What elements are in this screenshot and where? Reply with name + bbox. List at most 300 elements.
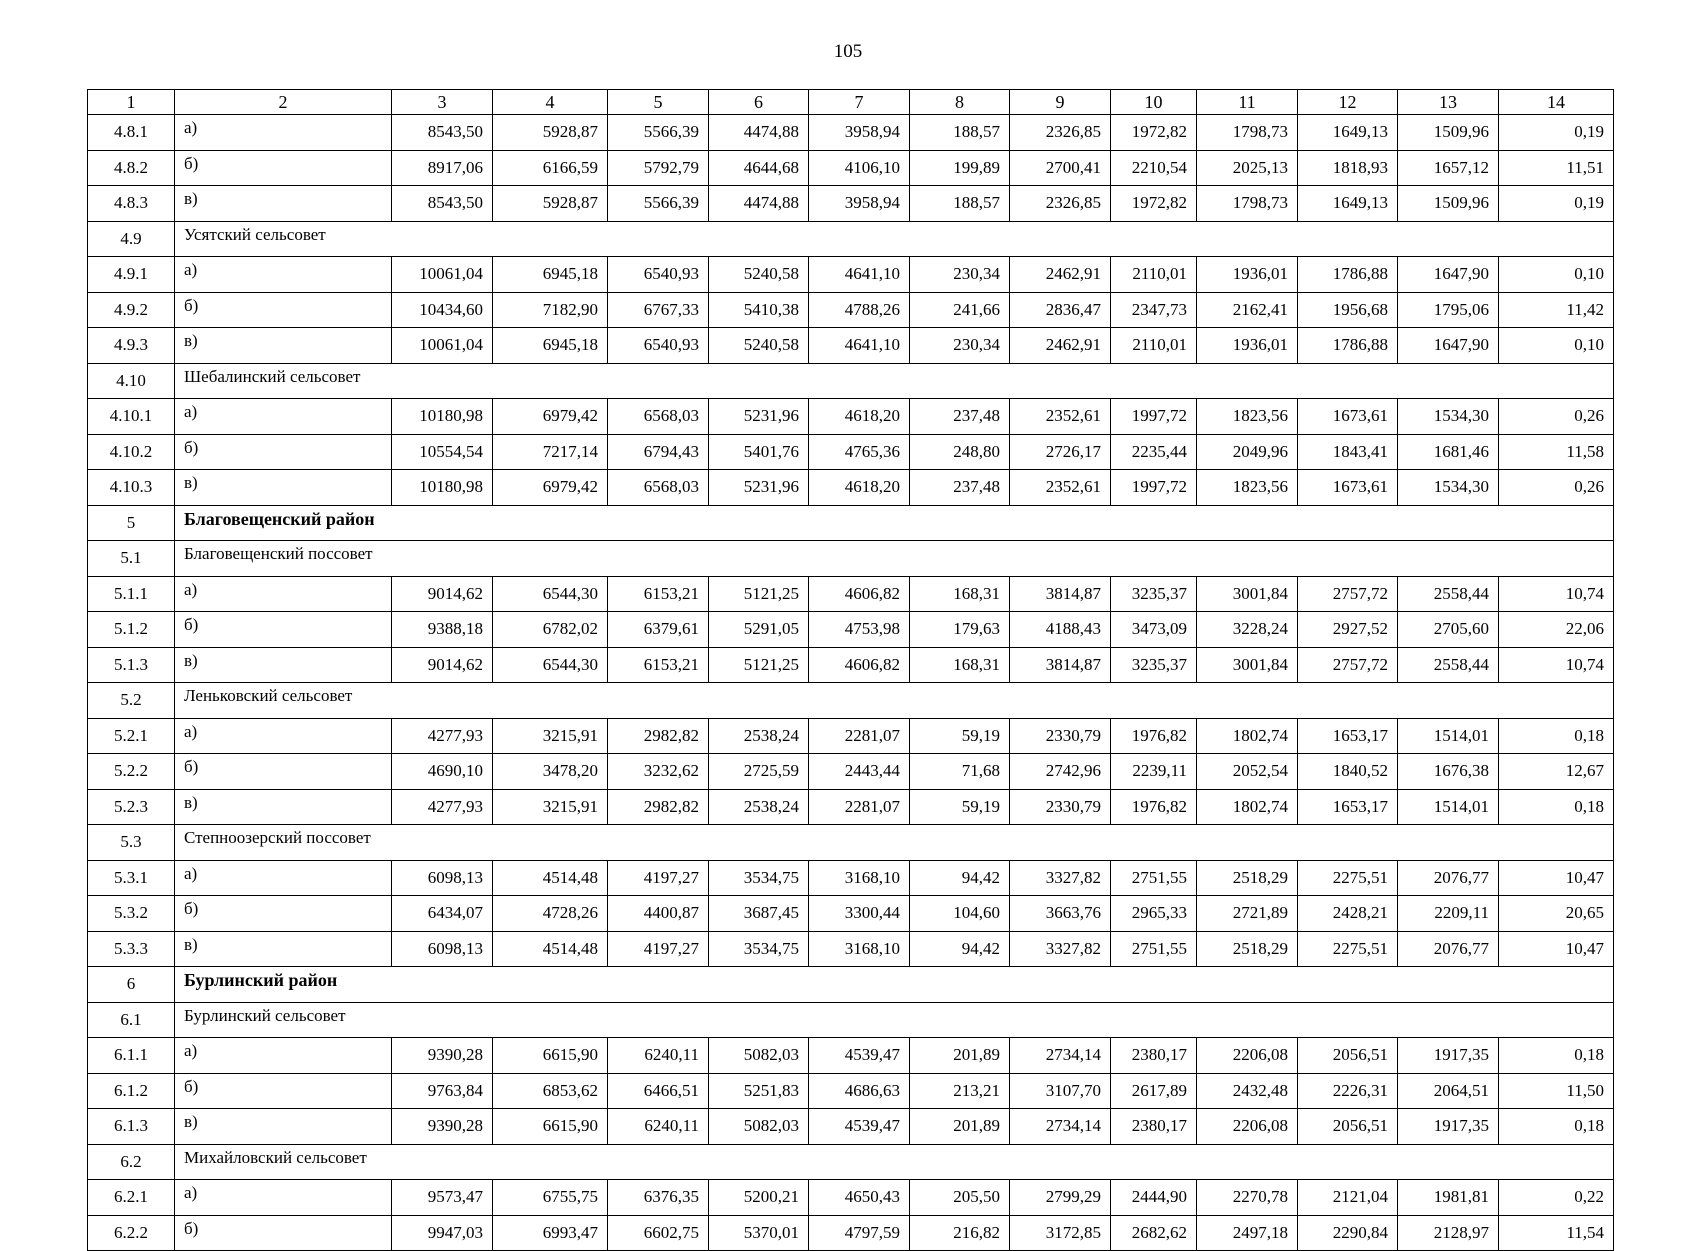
value-cell-col-8: 201,89 [910, 1109, 1010, 1145]
variant-label: а) [175, 1038, 392, 1074]
value-cell-col-10: 2235,44 [1111, 434, 1197, 470]
value-cell-col-5: 6794,43 [608, 434, 709, 470]
value-cell-col-14: 10,74 [1499, 647, 1614, 683]
value-cell-col-12: 1649,13 [1298, 186, 1398, 222]
value-cell-col-6: 5401,76 [709, 434, 809, 470]
variant-label: в) [175, 470, 392, 506]
value-cell-col-13: 2064,51 [1398, 1073, 1499, 1109]
value-cell-col-12: 2275,51 [1298, 860, 1398, 896]
value-cell-col-12: 2226,31 [1298, 1073, 1398, 1109]
value-cell-col-10: 2751,55 [1111, 931, 1197, 967]
table-row [88, 399, 1614, 435]
value-cell-col-10: 2110,01 [1111, 328, 1197, 364]
value-cell-col-4: 6544,30 [493, 647, 608, 683]
value-cell-col-13: 1676,38 [1398, 754, 1499, 790]
value-cell-col-11: 2162,41 [1197, 292, 1298, 328]
value-cell-col-14: 0,26 [1499, 399, 1614, 435]
row-number: 5.3 [88, 825, 175, 861]
row-number: 5.3.1 [88, 860, 175, 896]
value-cell-col-5: 4197,27 [608, 931, 709, 967]
value-cell-col-7: 2281,07 [809, 789, 910, 825]
value-cell-col-9: 3327,82 [1010, 931, 1111, 967]
value-cell-col-8: 205,50 [910, 1180, 1010, 1216]
value-cell-col-14: 22,06 [1499, 612, 1614, 648]
value-cell-col-14: 10,47 [1499, 931, 1614, 967]
value-cell-col-9: 2836,47 [1010, 292, 1111, 328]
value-cell-col-12: 1818,93 [1298, 150, 1398, 186]
value-cell-col-11: 2049,96 [1197, 434, 1298, 470]
value-cell-col-13: 1534,30 [1398, 399, 1499, 435]
value-cell-col-8: 59,19 [910, 718, 1010, 754]
value-cell-col-8: 94,42 [910, 860, 1010, 896]
variant-label: в) [175, 1109, 392, 1145]
value-cell-col-13: 2209,11 [1398, 896, 1499, 932]
value-cell-col-6: 5121,25 [709, 576, 809, 612]
value-cell-col-10: 2210,54 [1111, 150, 1197, 186]
row-number: 6.2 [88, 1144, 175, 1180]
value-cell-col-3: 4277,93 [392, 718, 493, 754]
value-cell-col-7: 4788,26 [809, 292, 910, 328]
header-cell-4: 4 [493, 90, 608, 115]
variant-label: б) [175, 612, 392, 648]
value-cell-col-7: 4106,10 [809, 150, 910, 186]
header-cell-3: 3 [392, 90, 493, 115]
row-number: 6 [88, 967, 175, 1003]
value-cell-col-4: 7182,90 [493, 292, 608, 328]
value-cell-col-13: 2076,77 [1398, 860, 1499, 896]
variant-label: а) [175, 576, 392, 612]
row-number: 4.9.2 [88, 292, 175, 328]
table-row [88, 257, 1614, 293]
value-cell-col-4: 4728,26 [493, 896, 608, 932]
value-cell-col-3: 9388,18 [392, 612, 493, 648]
value-cell-col-5: 6466,51 [608, 1073, 709, 1109]
value-cell-col-8: 179,63 [910, 612, 1010, 648]
header-cell-9: 9 [1010, 90, 1111, 115]
table-body [88, 90, 1614, 1251]
value-cell-col-10: 1972,82 [1111, 186, 1197, 222]
header-cell-11: 11 [1197, 90, 1298, 115]
value-cell-col-8: 188,57 [910, 186, 1010, 222]
value-cell-col-6: 5082,03 [709, 1038, 809, 1074]
value-cell-col-8: 199,89 [910, 150, 1010, 186]
value-cell-col-9: 2330,79 [1010, 718, 1111, 754]
value-cell-col-11: 2432,48 [1197, 1073, 1298, 1109]
value-cell-col-7: 3168,10 [809, 860, 910, 896]
value-cell-col-3: 10180,98 [392, 399, 493, 435]
value-cell-col-8: 168,31 [910, 647, 1010, 683]
council-name: Усятский сельсовет [175, 221, 1614, 257]
value-cell-col-11: 1823,56 [1197, 399, 1298, 435]
council-name: Михайловский сельсовет [175, 1144, 1614, 1180]
row-number: 4.10.2 [88, 434, 175, 470]
value-cell-col-6: 3687,45 [709, 896, 809, 932]
header-cell-13: 13 [1398, 90, 1499, 115]
table-row [88, 718, 1614, 754]
value-cell-col-8: 213,21 [910, 1073, 1010, 1109]
value-cell-col-7: 4606,82 [809, 647, 910, 683]
value-cell-col-4: 6853,62 [493, 1073, 608, 1109]
value-cell-col-9: 3107,70 [1010, 1073, 1111, 1109]
council-row [88, 825, 1614, 861]
table-row [88, 860, 1614, 896]
value-cell-col-12: 2757,72 [1298, 647, 1398, 683]
value-cell-col-12: 1653,17 [1298, 789, 1398, 825]
value-cell-col-10: 1976,82 [1111, 789, 1197, 825]
value-cell-col-10: 2239,11 [1111, 754, 1197, 790]
row-number: 5.2.2 [88, 754, 175, 790]
value-cell-col-8: 230,34 [910, 257, 1010, 293]
row-number: 4.8.1 [88, 115, 175, 151]
variant-label: а) [175, 718, 392, 754]
header-cell-5: 5 [608, 90, 709, 115]
value-cell-col-12: 1786,88 [1298, 328, 1398, 364]
value-cell-col-5: 4197,27 [608, 860, 709, 896]
value-cell-col-3: 8543,50 [392, 186, 493, 222]
value-cell-col-4: 7217,14 [493, 434, 608, 470]
value-cell-col-14: 10,74 [1499, 576, 1614, 612]
value-cell-col-6: 2725,59 [709, 754, 809, 790]
value-cell-col-13: 2558,44 [1398, 647, 1499, 683]
value-cell-col-9: 2326,85 [1010, 115, 1111, 151]
value-cell-col-5: 3232,62 [608, 754, 709, 790]
value-cell-col-12: 2428,21 [1298, 896, 1398, 932]
value-cell-col-5: 2982,82 [608, 789, 709, 825]
value-cell-col-10: 2965,33 [1111, 896, 1197, 932]
value-cell-col-5: 6540,93 [608, 257, 709, 293]
value-cell-col-12: 1673,61 [1298, 470, 1398, 506]
row-number: 5.3.3 [88, 931, 175, 967]
value-cell-col-4: 6979,42 [493, 470, 608, 506]
variant-label: в) [175, 931, 392, 967]
value-cell-col-6: 5200,21 [709, 1180, 809, 1216]
value-cell-col-7: 4650,43 [809, 1180, 910, 1216]
value-cell-col-7: 4765,36 [809, 434, 910, 470]
value-cell-col-3: 10434,60 [392, 292, 493, 328]
value-cell-col-8: 59,19 [910, 789, 1010, 825]
value-cell-col-11: 2497,18 [1197, 1215, 1298, 1251]
district-row [88, 967, 1614, 1003]
value-cell-col-14: 0,18 [1499, 1109, 1614, 1145]
value-cell-col-14: 20,65 [1499, 896, 1614, 932]
value-cell-col-13: 1795,06 [1398, 292, 1499, 328]
row-number: 5.1 [88, 541, 175, 577]
variant-label: а) [175, 115, 392, 151]
council-row [88, 221, 1614, 257]
value-cell-col-7: 2443,44 [809, 754, 910, 790]
value-cell-col-9: 3172,85 [1010, 1215, 1111, 1251]
value-cell-col-10: 2751,55 [1111, 860, 1197, 896]
value-cell-col-7: 4618,20 [809, 470, 910, 506]
data-table [87, 89, 1614, 1251]
value-cell-col-11: 1936,01 [1197, 257, 1298, 293]
table-row [88, 789, 1614, 825]
table-row [88, 470, 1614, 506]
value-cell-col-12: 2056,51 [1298, 1038, 1398, 1074]
value-cell-col-11: 1936,01 [1197, 328, 1298, 364]
value-cell-col-10: 2617,89 [1111, 1073, 1197, 1109]
value-cell-col-8: 237,48 [910, 399, 1010, 435]
value-cell-col-6: 5370,01 [709, 1215, 809, 1251]
value-cell-col-6: 4474,88 [709, 186, 809, 222]
value-cell-col-3: 8543,50 [392, 115, 493, 151]
value-cell-col-3: 10061,04 [392, 328, 493, 364]
value-cell-col-3: 10554,54 [392, 434, 493, 470]
value-cell-col-9: 2726,17 [1010, 434, 1111, 470]
value-cell-col-4: 5928,87 [493, 115, 608, 151]
value-cell-col-5: 6240,11 [608, 1109, 709, 1145]
value-cell-col-11: 3001,84 [1197, 576, 1298, 612]
page-number: 105 [833, 41, 863, 62]
value-cell-col-13: 1514,01 [1398, 789, 1499, 825]
value-cell-col-7: 4641,10 [809, 328, 910, 364]
table-row [88, 434, 1614, 470]
value-cell-col-7: 4539,47 [809, 1038, 910, 1074]
value-cell-col-14: 11,51 [1499, 150, 1614, 186]
row-number: 6.2.1 [88, 1180, 175, 1216]
variant-label: а) [175, 399, 392, 435]
value-cell-col-11: 2721,89 [1197, 896, 1298, 932]
variant-label: в) [175, 186, 392, 222]
value-cell-col-3: 9573,47 [392, 1180, 493, 1216]
value-cell-col-8: 104,60 [910, 896, 1010, 932]
value-cell-col-8: 230,34 [910, 328, 1010, 364]
value-cell-col-10: 3235,37 [1111, 576, 1197, 612]
row-number: 5.2 [88, 683, 175, 719]
value-cell-col-13: 1647,90 [1398, 257, 1499, 293]
value-cell-col-8: 94,42 [910, 931, 1010, 967]
value-cell-col-12: 2056,51 [1298, 1109, 1398, 1145]
value-cell-col-6: 5231,96 [709, 399, 809, 435]
value-cell-col-14: 11,42 [1499, 292, 1614, 328]
value-cell-col-4: 4514,48 [493, 931, 608, 967]
value-cell-col-8: 201,89 [910, 1038, 1010, 1074]
value-cell-col-6: 4474,88 [709, 115, 809, 151]
value-cell-col-11: 2206,08 [1197, 1109, 1298, 1145]
row-number: 5 [88, 505, 175, 541]
value-cell-col-3: 4277,93 [392, 789, 493, 825]
value-cell-col-4: 3215,91 [493, 789, 608, 825]
value-cell-col-8: 241,66 [910, 292, 1010, 328]
value-cell-col-5: 6568,03 [608, 470, 709, 506]
header-cell-12: 12 [1298, 90, 1398, 115]
value-cell-col-5: 6568,03 [608, 399, 709, 435]
row-number: 5.3.2 [88, 896, 175, 932]
value-cell-col-7: 4618,20 [809, 399, 910, 435]
table-row [88, 647, 1614, 683]
row-number: 5.1.2 [88, 612, 175, 648]
value-cell-col-10: 2380,17 [1111, 1038, 1197, 1074]
value-cell-col-6: 3534,75 [709, 931, 809, 967]
value-cell-col-13: 1681,46 [1398, 434, 1499, 470]
value-cell-col-4: 6945,18 [493, 257, 608, 293]
value-cell-col-13: 2705,60 [1398, 612, 1499, 648]
value-cell-col-6: 5121,25 [709, 647, 809, 683]
value-cell-col-10: 2347,73 [1111, 292, 1197, 328]
variant-label: б) [175, 434, 392, 470]
variant-label: б) [175, 1073, 392, 1109]
table-row [88, 292, 1614, 328]
value-cell-col-7: 4686,63 [809, 1073, 910, 1109]
value-cell-col-12: 2121,04 [1298, 1180, 1398, 1216]
value-cell-col-10: 3235,37 [1111, 647, 1197, 683]
table-row [88, 1109, 1614, 1145]
value-cell-col-13: 1534,30 [1398, 470, 1499, 506]
value-cell-col-13: 1917,35 [1398, 1038, 1499, 1074]
value-cell-col-4: 6945,18 [493, 328, 608, 364]
value-cell-col-9: 3663,76 [1010, 896, 1111, 932]
value-cell-col-9: 2352,61 [1010, 470, 1111, 506]
row-number: 5.2.1 [88, 718, 175, 754]
value-cell-col-5: 5566,39 [608, 115, 709, 151]
value-cell-col-9: 3814,87 [1010, 647, 1111, 683]
value-cell-col-8: 237,48 [910, 470, 1010, 506]
value-cell-col-3: 6434,07 [392, 896, 493, 932]
variant-label: б) [175, 150, 392, 186]
value-cell-col-9: 2462,91 [1010, 257, 1111, 293]
header-cell-6: 6 [709, 90, 809, 115]
row-number: 4.8.2 [88, 150, 175, 186]
value-cell-col-4: 6979,42 [493, 399, 608, 435]
value-cell-col-11: 2270,78 [1197, 1180, 1298, 1216]
council-name: Леньковский сельсовет [175, 683, 1614, 719]
value-cell-col-4: 5928,87 [493, 186, 608, 222]
variant-label: в) [175, 789, 392, 825]
value-cell-col-3: 9390,28 [392, 1038, 493, 1074]
value-cell-col-6: 5231,96 [709, 470, 809, 506]
header-row [88, 90, 1614, 115]
value-cell-col-11: 2518,29 [1197, 860, 1298, 896]
variant-label: б) [175, 754, 392, 790]
row-number: 6.1 [88, 1002, 175, 1038]
table-row [88, 150, 1614, 186]
value-cell-col-5: 6602,75 [608, 1215, 709, 1251]
value-cell-col-9: 2700,41 [1010, 150, 1111, 186]
value-cell-col-14: 0,19 [1499, 115, 1614, 151]
row-number: 6.1.1 [88, 1038, 175, 1074]
variant-label: в) [175, 647, 392, 683]
value-cell-col-10: 2682,62 [1111, 1215, 1197, 1251]
value-cell-col-5: 6767,33 [608, 292, 709, 328]
value-cell-col-9: 2734,14 [1010, 1109, 1111, 1145]
value-cell-col-14: 0,18 [1499, 789, 1614, 825]
value-cell-col-11: 1802,74 [1197, 789, 1298, 825]
table-row [88, 115, 1614, 151]
value-cell-col-6: 5291,05 [709, 612, 809, 648]
value-cell-col-14: 0,26 [1499, 470, 1614, 506]
value-cell-col-8: 188,57 [910, 115, 1010, 151]
value-cell-col-13: 1917,35 [1398, 1109, 1499, 1145]
value-cell-col-3: 9014,62 [392, 576, 493, 612]
value-cell-col-12: 2275,51 [1298, 931, 1398, 967]
value-cell-col-13: 1981,81 [1398, 1180, 1499, 1216]
value-cell-col-10: 1997,72 [1111, 470, 1197, 506]
value-cell-col-14: 11,50 [1499, 1073, 1614, 1109]
value-cell-col-8: 71,68 [910, 754, 1010, 790]
value-cell-col-9: 4188,43 [1010, 612, 1111, 648]
value-cell-col-9: 2742,96 [1010, 754, 1111, 790]
value-cell-col-4: 6993,47 [493, 1215, 608, 1251]
value-cell-col-10: 1997,72 [1111, 399, 1197, 435]
value-cell-col-14: 0,18 [1499, 1038, 1614, 1074]
value-cell-col-4: 6615,90 [493, 1038, 608, 1074]
value-cell-col-11: 2025,13 [1197, 150, 1298, 186]
value-cell-col-7: 3300,44 [809, 896, 910, 932]
value-cell-col-3: 9014,62 [392, 647, 493, 683]
value-cell-col-9: 2799,29 [1010, 1180, 1111, 1216]
value-cell-col-14: 12,67 [1499, 754, 1614, 790]
value-cell-col-12: 2290,84 [1298, 1215, 1398, 1251]
variant-label: б) [175, 1215, 392, 1251]
value-cell-col-9: 2734,14 [1010, 1038, 1111, 1074]
value-cell-col-7: 3958,94 [809, 115, 910, 151]
header-cell-14: 14 [1499, 90, 1614, 115]
value-cell-col-3: 8917,06 [392, 150, 493, 186]
value-cell-col-7: 4753,98 [809, 612, 910, 648]
value-cell-col-4: 3215,91 [493, 718, 608, 754]
value-cell-col-12: 2757,72 [1298, 576, 1398, 612]
header-cell-8: 8 [910, 90, 1010, 115]
table-row [88, 1215, 1614, 1251]
row-number: 4.10.1 [88, 399, 175, 435]
value-cell-col-7: 2281,07 [809, 718, 910, 754]
value-cell-col-9: 2330,79 [1010, 789, 1111, 825]
value-cell-col-3: 6098,13 [392, 860, 493, 896]
value-cell-col-6: 4644,68 [709, 150, 809, 186]
value-cell-col-7: 4797,59 [809, 1215, 910, 1251]
value-cell-col-4: 6615,90 [493, 1109, 608, 1145]
value-cell-col-6: 2538,24 [709, 718, 809, 754]
value-cell-col-14: 0,18 [1499, 718, 1614, 754]
value-cell-col-11: 3228,24 [1197, 612, 1298, 648]
value-cell-col-8: 248,80 [910, 434, 1010, 470]
value-cell-col-12: 1649,13 [1298, 115, 1398, 151]
value-cell-col-13: 2076,77 [1398, 931, 1499, 967]
value-cell-col-5: 6540,93 [608, 328, 709, 364]
value-cell-col-11: 2206,08 [1197, 1038, 1298, 1074]
variant-label: а) [175, 257, 392, 293]
row-number: 4.9.1 [88, 257, 175, 293]
variant-label: б) [175, 896, 392, 932]
value-cell-col-11: 1823,56 [1197, 470, 1298, 506]
value-cell-col-13: 2558,44 [1398, 576, 1499, 612]
variant-label: б) [175, 292, 392, 328]
header-cell-2: 2 [175, 90, 392, 115]
value-cell-col-6: 2538,24 [709, 789, 809, 825]
value-cell-col-3: 10180,98 [392, 470, 493, 506]
value-cell-col-5: 6376,35 [608, 1180, 709, 1216]
value-cell-col-10: 3473,09 [1111, 612, 1197, 648]
value-cell-col-11: 1798,73 [1197, 115, 1298, 151]
value-cell-col-11: 2052,54 [1197, 754, 1298, 790]
value-cell-col-12: 1786,88 [1298, 257, 1398, 293]
value-cell-col-4: 3478,20 [493, 754, 608, 790]
table-row [88, 896, 1614, 932]
value-cell-col-14: 11,54 [1499, 1215, 1614, 1251]
value-cell-col-7: 4606,82 [809, 576, 910, 612]
value-cell-col-3: 9947,03 [392, 1215, 493, 1251]
value-cell-col-5: 5792,79 [608, 150, 709, 186]
council-row [88, 1002, 1614, 1038]
value-cell-col-7: 3168,10 [809, 931, 910, 967]
value-cell-col-7: 4641,10 [809, 257, 910, 293]
variant-label: в) [175, 328, 392, 364]
table-row [88, 576, 1614, 612]
table-row [88, 328, 1614, 364]
value-cell-col-14: 0,10 [1499, 257, 1614, 293]
header-cell-7: 7 [809, 90, 910, 115]
council-name: Бурлинский сельсовет [175, 1002, 1614, 1038]
